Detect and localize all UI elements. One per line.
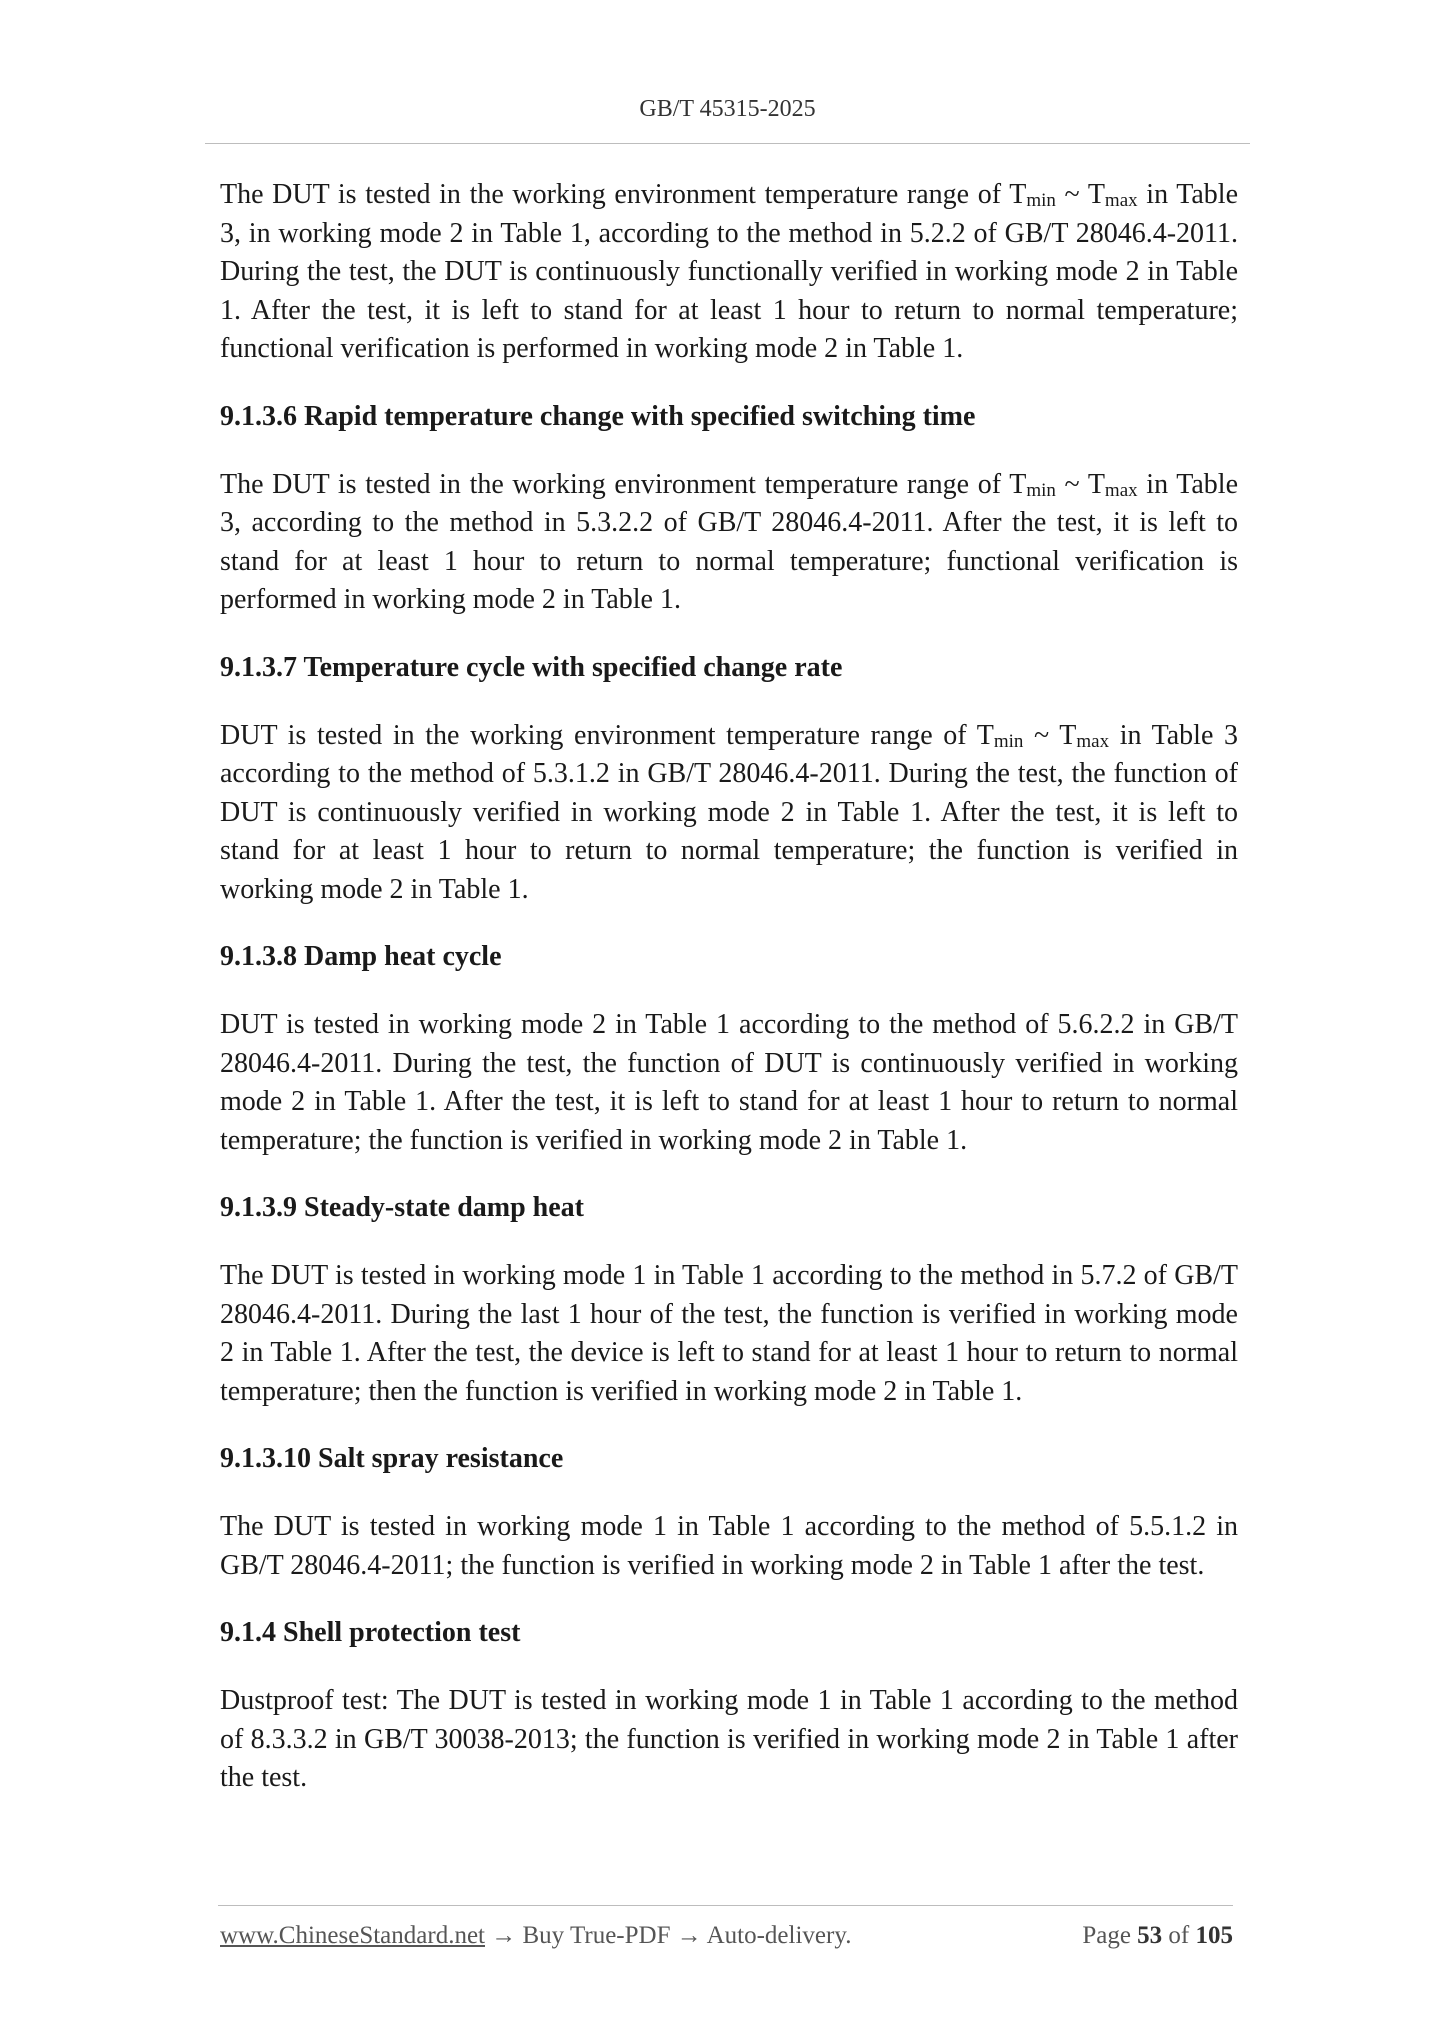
paragraph-steady-state-damp-heat: The DUT is tested in working mode 1 in Table 1 according to the method in 5.7.2 of GB/T 28046.4-2011. During the last 1 hour of the test, the function is verified in working mode 2 in Table 1. After the test, the device is left to stand for at least 1 hour to return to normal temperature; then the function is verified in working mode 2 in Table 1. [220,1260,1238,1407]
section-heading-9-1-4: 9.1.4 Shell protection test [220,1617,521,1648]
document-id: GB/T 45315-2025 [639,96,816,122]
arrow-right-icon: → [676,1922,702,1949]
section-heading-9-1-3-10: 9.1.3.10 Salt spray resistance [220,1443,564,1474]
section-heading-9-1-3-6: 9.1.3.6 Rapid temperature change with specified switching time [220,400,976,432]
section-heading-9-1-3-9: 9.1.3.9 Steady-state damp heat [220,1192,584,1223]
paragraph-temperature-cycle: DUT is tested in the working environment temperature range of $T_{min}$ ~ $T_{max}$ in Table 3 according to the method of 5.3.1.2 in GB/T 28046.4-2011. During the test, the function of DUT is continuously verified in working mode 2 in Table 1. After the test, it is left to stand for at least 1 hour to return to normal temperature; the function is verified in working mode 2 in Table 1. [220,719,1239,905]
paragraph-rapid-temperature-change: The DUT is tested in the working environment temperature range of $T_{min}$ ~ $T_{max}$ in Table 3, according to the method in 5.3.2.2 of GB/T 28046.4-2011. After the test, it is left to stand for at least 1 hour to return to normal temperature; functional verification is performed in working mode 2 in Table 1. [220,468,1238,615]
section-heading-9-1-3-8: 9.1.3.8 Damp heat cycle [220,941,502,972]
current-page: 53 [1137,1922,1163,1949]
header-divider [205,143,1250,144]
website-link[interactable]: www.ChineseStandard.net [220,1922,485,1949]
buy-true-pdf-text: Buy True-PDF [522,1922,671,1949]
total-pages: 105 [1195,1922,1233,1949]
paragraph-intro: The DUT is tested in the working environment temperature range of $T_{min}$ ~ $T_{max}$ in Table 3, in working mode 2 in Table 1, according to the method in 5.2.2 of GB/T 28046.4-2011. During the test, the DUT is continuously functionally verified in working mode 2 in Table 1. After the test, it is left to stand for at least 1 hour to return to normal temperature; functional verification is performed in working mode 2 in Table 1. [220,179,1238,364]
auto-delivery-text: Auto-delivery. [706,1922,852,1949]
arrow-right-icon: → [491,1922,517,1949]
page-footer [220,1922,1233,1950]
paragraph-shell-protection: Dustproof test: The DUT is tested in working mode 1 in Table 1 according to the method of 8.3.3.2 in GB/T 30038-2013; the function is verified in working mode 2 in Table 1 after the test. [220,1685,1238,1793]
page-number: Page 53 of 105 [1082,1922,1233,1949]
section-heading-9-1-3-7: 9.1.3.7 Temperature cycle with specified change rate [220,651,843,683]
footer-divider [218,1905,1233,1906]
running-header [205,96,1250,123]
page-body [220,176,1238,1828]
paragraph-salt-spray: The DUT is tested in working mode 1 in Table 1 according to the method of 5.5.1.2 in GB/T 28046.4-2011; the function is verified in working mode 2 in Table 1 after the test. [220,1511,1238,1581]
paragraph-damp-heat-cycle: DUT is tested in working mode 2 in Table 1 according to the method of 5.6.2.2 in GB/T 28046.4-2011. During the test, the function of DUT is continuously verified in working mode 2 in Table 1. After the test, it is left to stand for at least 1 hour to return to normal temperature; the function is verified in working mode 2 in Table 1. [220,1009,1238,1156]
